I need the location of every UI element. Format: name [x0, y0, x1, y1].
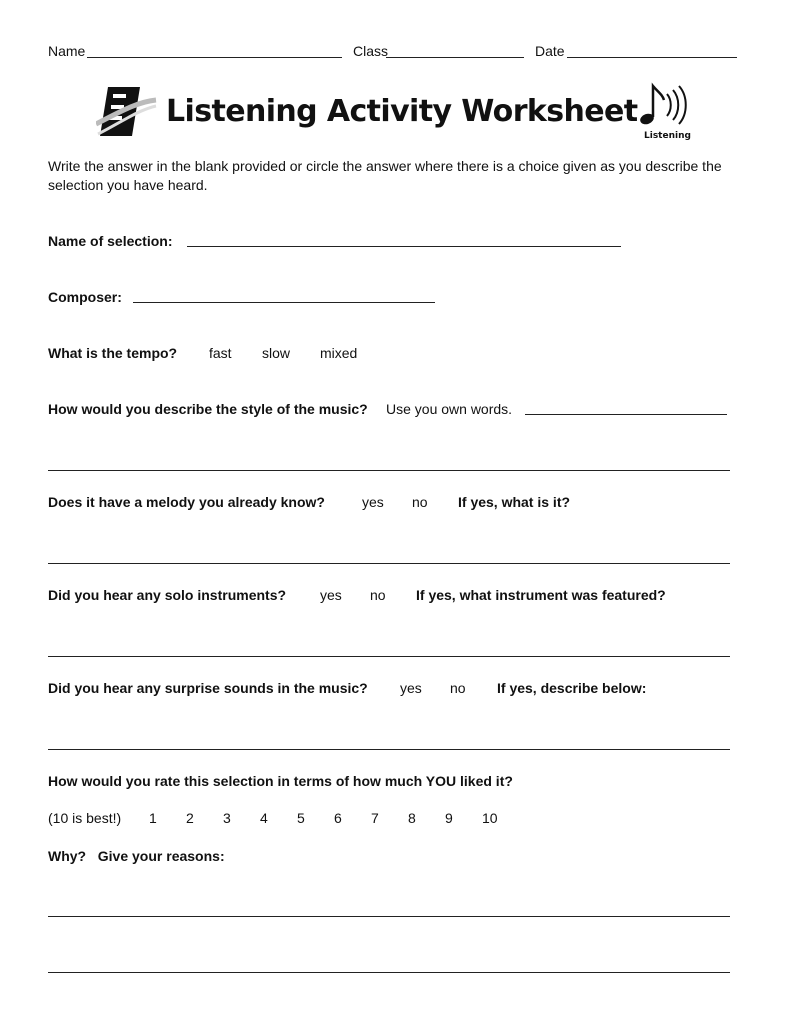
solo-question: Did you hear any solo instruments?	[48, 587, 287, 603]
listening-caption: Listening	[644, 131, 691, 141]
tempo-option-slow[interactable]: slow	[262, 345, 291, 361]
melody-question: Does it have a melody you already know?	[48, 494, 325, 510]
rating-option-9[interactable]: 9	[445, 810, 453, 826]
composer-field[interactable]	[133, 302, 435, 303]
style-answer-line[interactable]	[48, 470, 730, 471]
why-answer-line-1[interactable]	[48, 916, 730, 917]
date-field[interactable]	[567, 57, 737, 58]
rating-note: (10 is best!)	[48, 810, 122, 826]
rating-option-8[interactable]: 8	[408, 810, 416, 826]
selection-label: Name of selection:	[48, 233, 173, 249]
surprise-answer-line[interactable]	[48, 749, 730, 750]
surprise-yes[interactable]: yes	[400, 680, 422, 696]
publisher-logo	[96, 84, 158, 140]
melody-no[interactable]: no	[412, 494, 428, 510]
surprise-question: Did you hear any surprise sounds in the music?	[48, 680, 368, 696]
rating-option-6[interactable]: 6	[334, 810, 342, 826]
solo-answer-line[interactable]	[48, 656, 730, 657]
solo-followup: If yes, what instrument was featured?	[416, 587, 666, 603]
date-label: Date	[535, 43, 565, 59]
rating-option-7[interactable]: 7	[371, 810, 379, 826]
name-field[interactable]	[87, 57, 342, 58]
surprise-no[interactable]: no	[450, 680, 466, 696]
instructions: Write the answer in the blank provided or circle the answer where there is a choice given as you describe the selection you have heard.	[48, 158, 722, 193]
class-field[interactable]	[386, 57, 524, 58]
tempo-option-fast[interactable]: fast	[209, 345, 232, 361]
rating-option-3[interactable]: 3	[223, 810, 231, 826]
rating-option-2[interactable]: 2	[186, 810, 194, 826]
music-note-sound-icon	[638, 82, 694, 130]
solo-no[interactable]: no	[370, 587, 386, 603]
rating-option-1[interactable]: 1	[149, 810, 157, 826]
style-hint: Use you own words.	[386, 401, 513, 417]
surprise-followup: If yes, describe below:	[497, 680, 647, 696]
selection-field[interactable]	[187, 246, 621, 247]
composer-label: Composer:	[48, 289, 122, 305]
class-label: Class	[353, 43, 389, 59]
why-question: Why? Give your reasons:	[48, 848, 225, 864]
melody-answer-line[interactable]	[48, 563, 730, 564]
rating-question: How would you rate this selection in terms of how much YOU liked it?	[48, 773, 513, 789]
worksheet-title: Listening Activity Worksheet	[166, 94, 638, 129]
tempo-question: What is the tempo?	[48, 345, 178, 361]
style-question: How would you describe the style of the music?	[48, 401, 368, 417]
name-label: Name	[48, 43, 86, 59]
rating-option-5[interactable]: 5	[297, 810, 305, 826]
rating-option-4[interactable]: 4	[260, 810, 268, 826]
solo-yes[interactable]: yes	[320, 587, 342, 603]
style-field[interactable]	[525, 414, 727, 415]
melody-followup: If yes, what is it?	[458, 494, 571, 510]
why-answer-line-2[interactable]	[48, 972, 730, 973]
tempo-option-mixed[interactable]: mixed	[320, 345, 358, 361]
melody-yes[interactable]: yes	[362, 494, 384, 510]
rating-option-10[interactable]: 10	[482, 810, 498, 826]
